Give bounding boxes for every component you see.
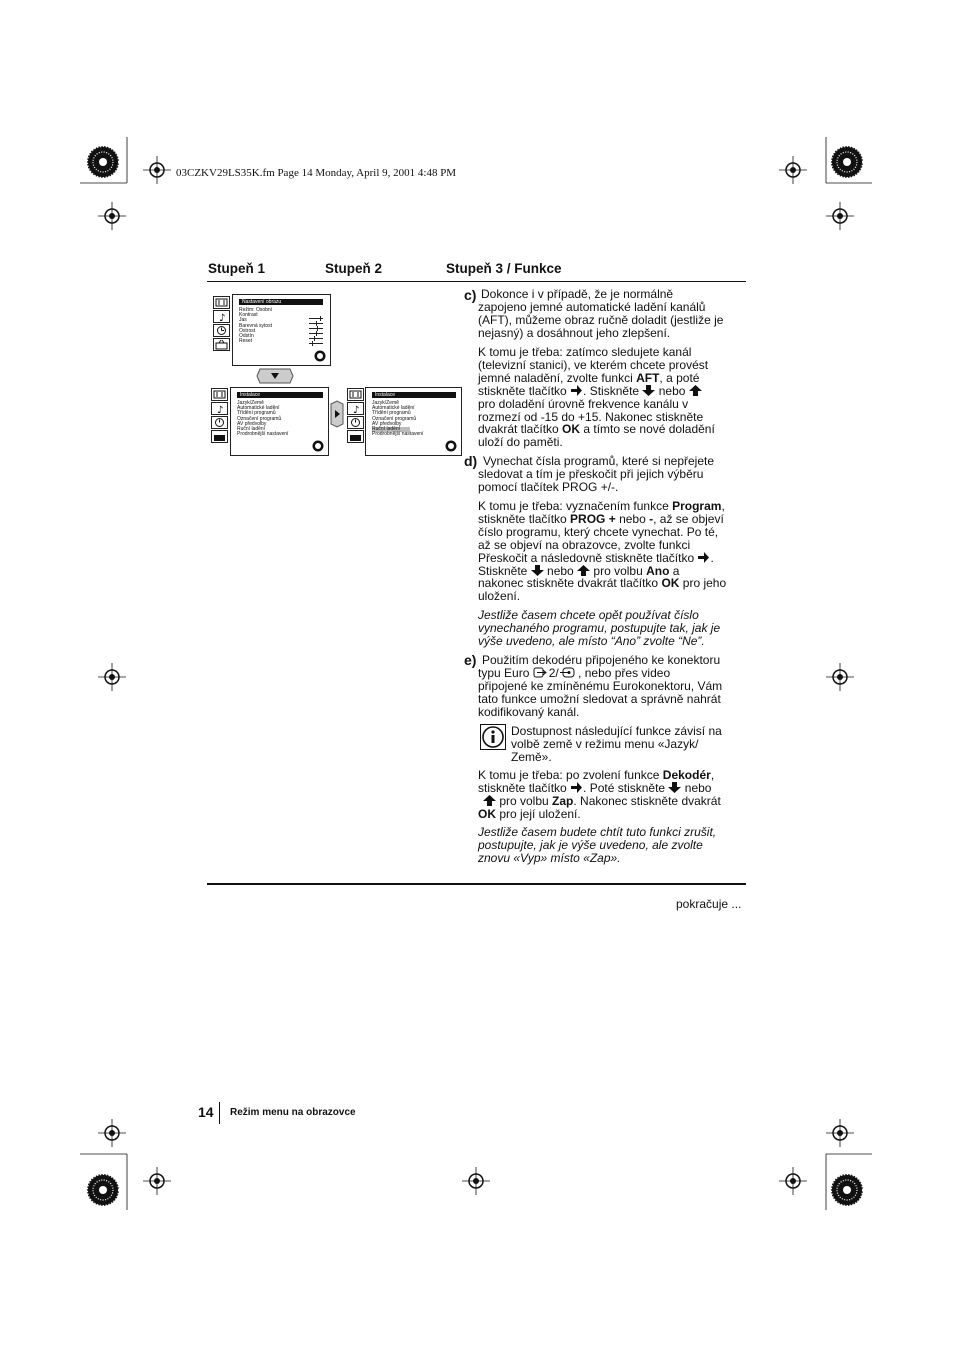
menu-item: Prodrobnější nastavení	[237, 431, 289, 438]
text-line: Použitím dekodéru připojeného ke konektoru	[482, 653, 721, 667]
menu-item: AV předvolby	[237, 420, 267, 427]
picture-menu-icon	[211, 388, 228, 401]
installation-menu	[230, 387, 329, 456]
text-line: K tomu je třeba: zatímco sledujete kanál	[478, 345, 692, 359]
menu-title: Instalace	[237, 392, 323, 398]
section-e-instructions: K tomu je třeba: po zvolení funkce Dekodér, stiskněte tlačítko . Poté stiskněte nebo pro volbu Zap. Nakonec stiskněte dvakrát OK pro její uložení.	[478, 768, 721, 821]
menu-item: Kontrast	[239, 312, 258, 319]
menu-item-selected: Ruční ladění	[372, 427, 410, 432]
menu-item: Reset	[239, 338, 253, 345]
menu-title: Instalace	[372, 392, 456, 398]
section-e-label: e)	[464, 652, 477, 668]
menu-item: Označení programů	[372, 415, 417, 422]
picture-menu-icon	[347, 388, 364, 401]
bottom-rule	[207, 883, 746, 885]
installation-menu-manual-tuning	[365, 387, 462, 456]
text-line: postupujte, jak je výše uvedeno, ale zvolte	[478, 837, 703, 852]
timer-menu-icon	[211, 416, 228, 429]
svg-text:♪: ♪	[219, 313, 226, 322]
menu-item: Automatické ladění	[237, 405, 280, 412]
section-d-instructions: K tomu je třeba: vyznačením funkce Program, stiskněte tlačítko PROG + nebo -, až se objeví číslo programu, který chcete vynechat. Po té, až se objeví na obrazovce, zvolte funkci Přeskočit a následovně stiskněte tlačítko . Stiskněte nebo pro volbu Ano a nakonec stiskněte dvakrát tlačítko OK pro jeho uložení.	[478, 500, 748, 603]
timer-menu-icon	[213, 324, 230, 337]
text-line: rozmezí od -15 do +15. Nakonec stiskněte	[478, 409, 704, 424]
sound-menu-icon	[211, 402, 228, 415]
step2-heading: Stupeň 2	[325, 261, 383, 276]
down-arrow-icon	[531, 565, 544, 576]
up-arrow-icon	[483, 795, 496, 806]
euro-scart-icon	[559, 667, 575, 678]
setup-menu-icon	[347, 430, 364, 443]
footer-section-title: Režim menu na obrazovce	[230, 1107, 356, 1118]
text-line: Vynechat čísla programů, které si nepřejete	[483, 454, 715, 468]
svg-text:♪: ♪	[353, 405, 360, 414]
menu-item: Jas	[239, 317, 247, 324]
euro-input-icon	[533, 667, 549, 678]
text-line: pro doladění úrovně frekvence kanálu v	[478, 396, 689, 411]
info-icon	[480, 724, 506, 750]
menu-item: AV předvolby	[372, 420, 402, 427]
sound-menu-icon	[213, 310, 230, 323]
file-info: 03CZKV29LS35K.fm Page 14 Monday, April 9, 2001 4:48 PM	[176, 167, 457, 179]
menu-item: Automatické ladění	[372, 405, 415, 412]
text-line: volbě země v režimu menu «Jazyk/	[511, 736, 699, 751]
setup-menu-icon	[213, 338, 230, 351]
picture-settings-menu	[232, 294, 331, 366]
svg-text:♪: ♪	[217, 405, 224, 414]
header-rule	[207, 281, 746, 282]
section-c-label: c)	[464, 287, 477, 303]
text-line: (AFT), můžeme obraz ručně doladit (jestliže je	[478, 312, 724, 327]
picture-menu-icon	[213, 296, 230, 309]
section-c	[478, 288, 748, 340]
text-line: sledovat a tím je přeskočit při jejich výběru	[478, 466, 704, 481]
down-arrow-icon	[642, 385, 655, 396]
menu-item: Barevná sytost	[239, 322, 273, 329]
text-line: zapojeno jemné automatické ladění kanálů	[478, 299, 706, 314]
text-line: Jestliže časem chcete opět používat číslo	[478, 608, 699, 622]
menu-title: Nastavení obrazu	[239, 299, 323, 305]
section-d-label: d)	[464, 453, 478, 469]
text-line: kodifikovaný kanál.	[478, 704, 580, 719]
step1-heading: Stupeň 1	[208, 261, 266, 276]
right-button-icon	[330, 400, 344, 428]
menu-item: Prodrobnější nastavení	[372, 431, 424, 438]
text-line: uložení.	[478, 589, 521, 604]
text-line: až se objeví na obrazovce, zvolte funkci	[478, 537, 691, 552]
up-arrow-icon	[689, 385, 702, 396]
text-line: Dostupnost následující funkce závisí na	[511, 724, 722, 738]
section-d	[478, 455, 748, 494]
ok-icon	[312, 440, 324, 452]
menu-item: Označení programů	[237, 415, 282, 422]
text-line: číslo programu, který chcete vynechat. Po té,	[478, 524, 719, 539]
menu-item: Jazyk/Země	[237, 400, 264, 406]
text-line: výše uvedeno, ale místo “Ano” zvolte “Ne”.	[478, 633, 705, 648]
down-button-icon	[256, 368, 294, 384]
ok-icon	[314, 350, 326, 362]
info-note	[511, 725, 746, 764]
menu-item: Režim: Osobní	[239, 307, 273, 313]
text-line: uloží do paměti.	[478, 435, 563, 450]
page-number: 14	[198, 1104, 214, 1120]
continues-label: pokračuje ...	[676, 897, 742, 911]
menu-item: Třídění programů	[237, 410, 276, 417]
step3-heading: Stupeň 3 / Funkce	[446, 261, 562, 276]
text-line: Dokonce i v případě, že je normálně	[481, 287, 674, 301]
footer-divider	[219, 1102, 220, 1124]
text-line: Jestliže časem budete chtít tuto funkci zrušit,	[478, 825, 717, 839]
sound-menu-icon	[347, 402, 364, 415]
right-arrow-icon	[570, 782, 583, 793]
menu-item: Ostrost	[239, 327, 256, 334]
menu-item: Odstín	[239, 333, 254, 340]
up-arrow-icon	[577, 565, 590, 576]
section-c-instructions: K tomu je třeba: zatímco sledujete kanál (televizní stanici), ve kterém chcete provést jemné naladění, zvolte funkci AFT, a poté stiskněte tlačítko . Stiskněte nebo pro doladění úrovně frekvence kanálu v rozmezí od -15 do +15. Nakonec stiskněte dvakrát tlačítko OK a tímto se nové doladění uloží do paměti.	[478, 346, 748, 449]
text-line: vynechaného programu, postupujte tak, jak je	[478, 620, 721, 635]
section-e: Použitím dekodéru připojeného ke konektoru typu Euro 2/ , nebo přes video připojené ke zmíněnému Eurokonektoru, Vám tato funkce umožní sledovat a správně nahrát kodifikovaný kanál.	[478, 654, 748, 719]
menu-item: Jazyk/Země	[372, 400, 399, 406]
text-line: Země».	[511, 749, 552, 764]
down-arrow-icon	[668, 782, 681, 793]
section-e-note	[478, 826, 748, 865]
text-line: tato funkce umožní sledovat a správně nahrát	[478, 691, 721, 706]
ok-icon	[445, 440, 457, 452]
timer-menu-icon	[347, 416, 364, 429]
right-arrow-icon	[570, 385, 583, 396]
section-d-note	[478, 609, 748, 648]
right-arrow-icon	[697, 552, 710, 563]
text-line: připojené ke zmíněnému Eurokonektoru, Vám	[478, 678, 723, 693]
setup-menu-icon	[211, 430, 228, 443]
menu-item: Třídění programů	[372, 410, 411, 417]
text-line: znovu «Vyp» místo «Zap».	[478, 850, 621, 865]
text-line: (televizní stanici), ve kterém chcete provést	[478, 357, 709, 372]
text-line: nejasný) a dosáhnout jeho zlepšení.	[478, 325, 671, 340]
text-line: pomocí tlačítek PROG +/-.	[478, 479, 619, 494]
menu-item: Ruční ladění	[237, 426, 266, 433]
